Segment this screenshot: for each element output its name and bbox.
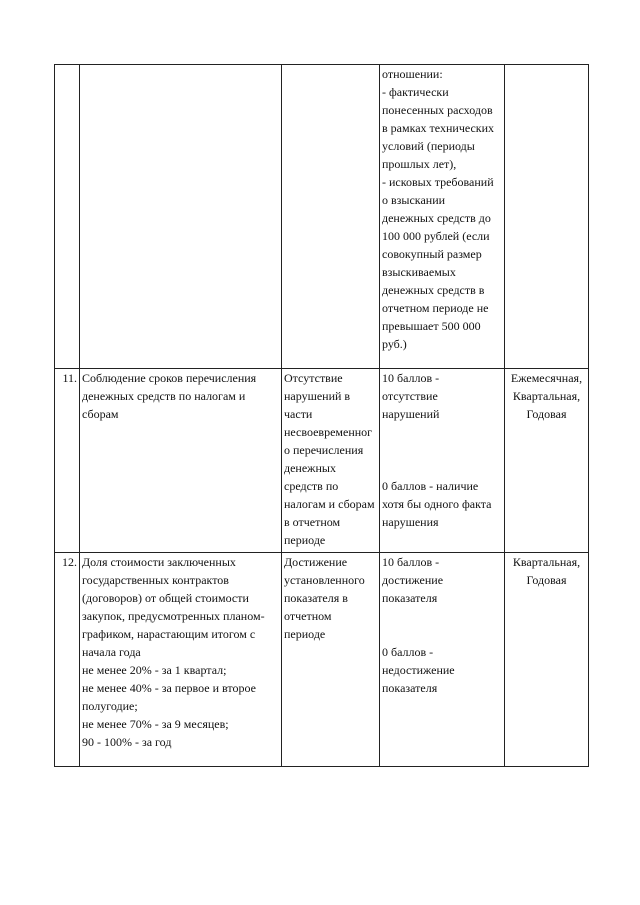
score-high	[382, 369, 502, 423]
text-line: понесенных расходов	[382, 103, 493, 117]
condition-cell	[282, 369, 380, 553]
text-line: недостижение	[382, 663, 455, 677]
text-line: отчетном	[284, 609, 332, 623]
text-line: о взыскании	[382, 193, 446, 207]
row-number-text: 11.	[62, 371, 77, 385]
row-number-text: 12.	[62, 555, 77, 569]
text-line: Соблюдение сроков перечисления	[82, 371, 257, 385]
criteria-table	[54, 64, 589, 767]
text-line: показателя	[382, 591, 438, 605]
text-line: денежных	[284, 461, 336, 475]
score-high	[382, 553, 502, 607]
text-line: отчетном периоде не	[382, 301, 489, 315]
text-line: не менее 20% - за 1 квартал;	[82, 663, 227, 677]
table-row-12	[55, 553, 589, 767]
indicator-cell	[80, 553, 282, 767]
text-line: несвоевременног	[284, 425, 373, 439]
text-line: денежных средств по налогам и	[82, 389, 246, 403]
text-line: нарушения	[382, 515, 439, 529]
text-line: превышает 500 000	[382, 319, 481, 333]
text-line: хотя бы одного факта	[382, 497, 492, 511]
frequency-cell	[505, 369, 589, 553]
text-line: 0 баллов -	[382, 645, 434, 659]
number-cell	[55, 65, 80, 369]
indicator-cell	[80, 65, 282, 369]
text-line: графиком, нарастающим итогом с	[82, 627, 256, 641]
text-line: не менее 70% - за 9 месяцев;	[82, 717, 229, 731]
text-line: Годовая	[526, 407, 567, 421]
text-line: показателя в	[284, 591, 348, 605]
score-low	[382, 643, 502, 697]
text-line: Годовая	[526, 573, 567, 587]
text-line: показателя	[382, 681, 438, 695]
text-line: 10 баллов -	[382, 555, 440, 569]
table-row-11	[55, 369, 589, 553]
text-line: взыскиваемых	[382, 265, 456, 279]
text-line: денежных средств до	[382, 211, 491, 225]
text-line: - фактически	[382, 85, 449, 99]
text-line: (договоров) от общей стоимости	[82, 591, 249, 605]
text-line: периоде	[284, 627, 326, 641]
text-line: Отсутствие	[284, 371, 343, 385]
text-line: 10 баллов -	[382, 371, 440, 385]
text-line: сборам	[82, 407, 119, 421]
text-line: Квартальная,	[512, 389, 581, 403]
text-line: отсутствие	[382, 389, 438, 403]
text-line: в рамках технических	[382, 121, 495, 135]
text-line: нарушений в	[284, 389, 351, 403]
score-low	[382, 477, 502, 531]
text-line: 100 000 рублей (если	[382, 229, 490, 243]
text-line: 90 - 100% - за год	[82, 735, 172, 749]
frequency-cell	[505, 65, 589, 369]
text-line: условий (периоды	[382, 139, 475, 153]
criteria-cell	[380, 65, 505, 369]
text-line: денежных средств в	[382, 283, 485, 297]
frequency-cell	[505, 553, 589, 767]
text-line: налогам и сборам	[284, 497, 375, 511]
text-line: о перечисления	[284, 443, 364, 457]
condition-cell	[282, 65, 380, 369]
text-line: Доля стоимости заключенных	[82, 555, 236, 569]
text-line: средств по	[284, 479, 339, 493]
text-line: Квартальная,	[512, 555, 581, 569]
score-cell	[380, 553, 505, 767]
text-line: Достижение	[284, 555, 348, 569]
text-line: прошлых лет),	[382, 157, 457, 171]
text-line: в отчетном	[284, 515, 341, 529]
text-line: руб.)	[382, 337, 407, 351]
text-line: Ежемесячная,	[510, 371, 583, 385]
row-number	[55, 553, 80, 767]
table-row-continued	[55, 65, 589, 369]
text-line: не менее 40% - за первое и второе	[82, 681, 256, 695]
text-line: 0 баллов - наличие	[382, 479, 479, 493]
text-line: периоде	[284, 533, 326, 547]
text-line: закупок, предусмотренных планом-	[82, 609, 265, 623]
text-line: - исковых требований	[382, 175, 494, 189]
text-line: начала года	[82, 645, 141, 659]
text-line: части	[284, 407, 313, 421]
score-cell	[380, 369, 505, 553]
row-number	[55, 369, 80, 553]
text-line: государственных контрактов	[82, 573, 229, 587]
text-line: отношении:	[382, 67, 443, 81]
indicator-cell	[80, 369, 282, 553]
text-line: полугодие;	[82, 699, 138, 713]
text-line: совокупный размер	[382, 247, 482, 261]
text-line: достижение	[382, 573, 444, 587]
condition-cell	[282, 553, 380, 767]
text-line: установленного	[284, 573, 365, 587]
text-line: нарушений	[382, 407, 440, 421]
